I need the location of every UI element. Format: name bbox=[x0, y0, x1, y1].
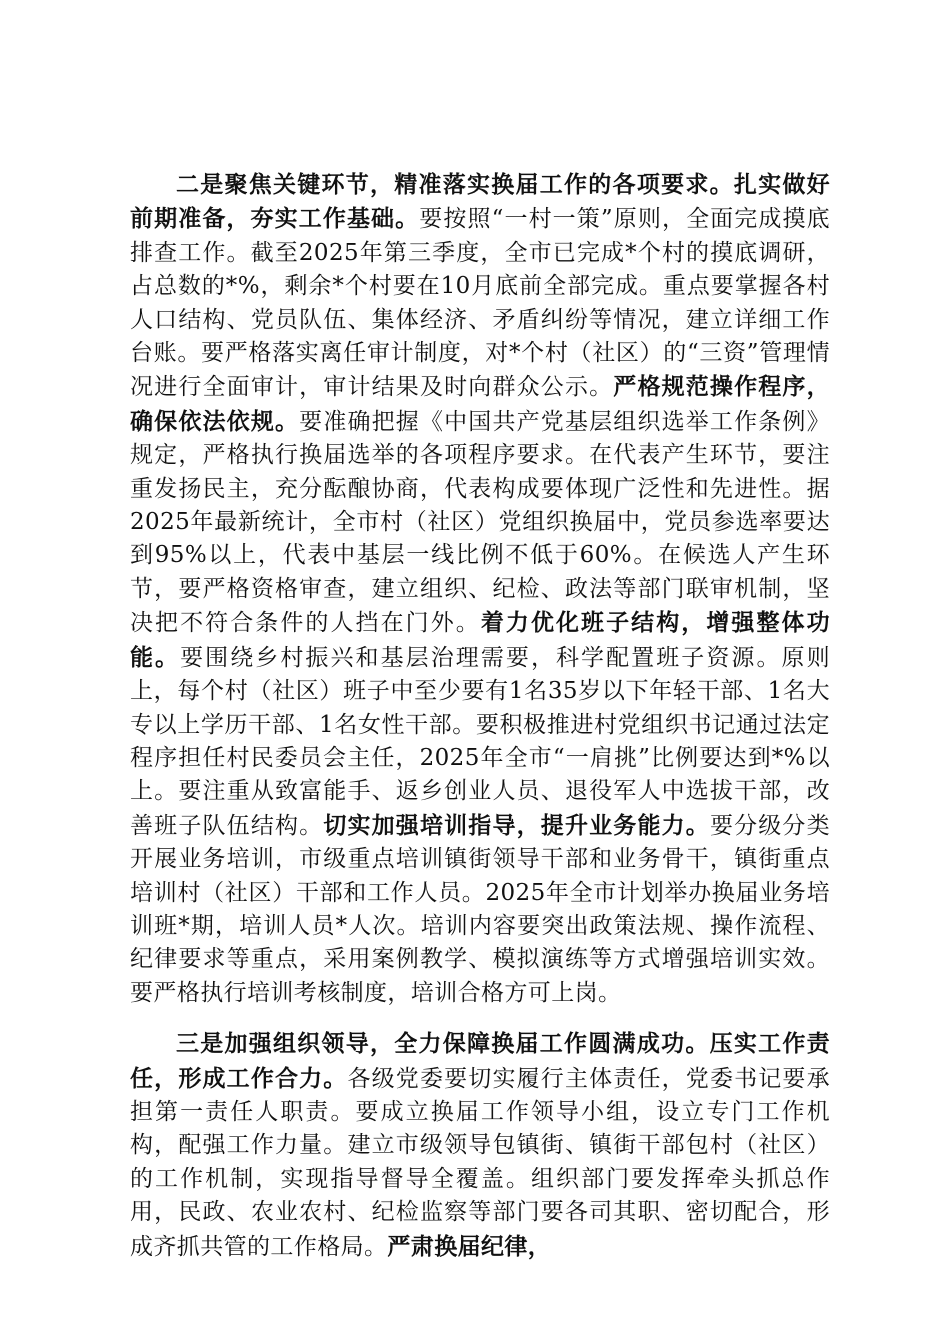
paragraph-2 bbox=[130, 168, 830, 1010]
paragraph-3 bbox=[130, 1027, 830, 1264]
subheading-text: 切实加强培训指导，提升业务能力。 bbox=[323, 811, 710, 839]
body-text: 要准确把握《中国共产党基层组织选举工作条例》规定，严格执行换届选举的各项程序要求。在代表产生环节，要注重发扬民主，充分酝酿协商，代表构成要体现广泛性和先进性。据2025年最新统计，全市村（社区）党组织换届中，党员参选率要达到95%以上，代表中基层一线比例不低于60%。在候选人产生环节，要严格资格审查，建立组织、纪检、政法等部门联审机制，坚决把不符合条件的人挡在门外。 bbox=[130, 408, 830, 637]
body-text: 要围绕乡村振兴和基层治理需要，科学配置班子资源。原则上，每个村（社区）班子中至少要有1名35岁以下年轻干部、1名大专以上学历干部、1名女性干部。要积极推进村党组织书记通过法定程序担任村民委员会主任，2025年全市“一肩挑”比例要达到*%以上。要注重从致富能手、返乡创业人员、退役军人中选拔干部，改善班子队伍结构。 bbox=[130, 644, 830, 839]
heading-text: 二是聚焦关键环节，精准落实换届工作的各项要求。扎实做好前期准备，夯实工作基础。 bbox=[130, 171, 830, 233]
subheading-text: 严格规范操作程序，确保依法依规。 bbox=[130, 373, 830, 435]
body-text: 要按照“一村一策”原则，全面完成摸底排查工作。截至2025年第三季度，全市已完成*个村的摸底调研，占总数的*%，剩余*个村要在10月底前全部完成。重点要掌握各村人口结构、党员队伍、集体经济、矛盾纠纷等情况，建立详细工作台账。要严格落实离任审计制度，对*个村（社区）的“三资”管理情况进行全面审计，审计结果及时向群众公示。 bbox=[130, 206, 830, 401]
body-text: 各级党委要切实履行主体责任，党委书记要承担第一责任人职责。要成立换届工作领导小组，设立专门工作机构，配强工作力量。建立市级领导包镇街、镇街干部包村（社区）的工作机制，实现指导督导全覆盖。组织部门要发挥牵头抓总作用，民政、农业农村、纪检监察等部门要各司其职、密切配合，形成齐抓共管的工作格局。 bbox=[130, 1065, 830, 1260]
heading-text: 三是加强组织领导，全力保障换届工作圆满成功。压实工作责任，形成工作合力。 bbox=[130, 1030, 830, 1092]
subheading-text: 严肃换届纪律， bbox=[387, 1232, 552, 1260]
body-text: 要分级分类开展业务培训，市级重点培训镇街领导干部和业务骨干，镇街重点培训村（社区）干部和工作人员。2025年全市计划举办换届业务培训班*期，培训人员*人次。培训内容要突出政策法规、操作流程、纪律要求等重点，采用案例教学、模拟演练等方式增强培训实效。要严格执行培训考核制度，培训合格方可上岗。 bbox=[130, 812, 830, 1006]
document-page bbox=[130, 168, 830, 1264]
subheading-text: 着力优化班子结构，增强整体功能。 bbox=[130, 609, 830, 671]
